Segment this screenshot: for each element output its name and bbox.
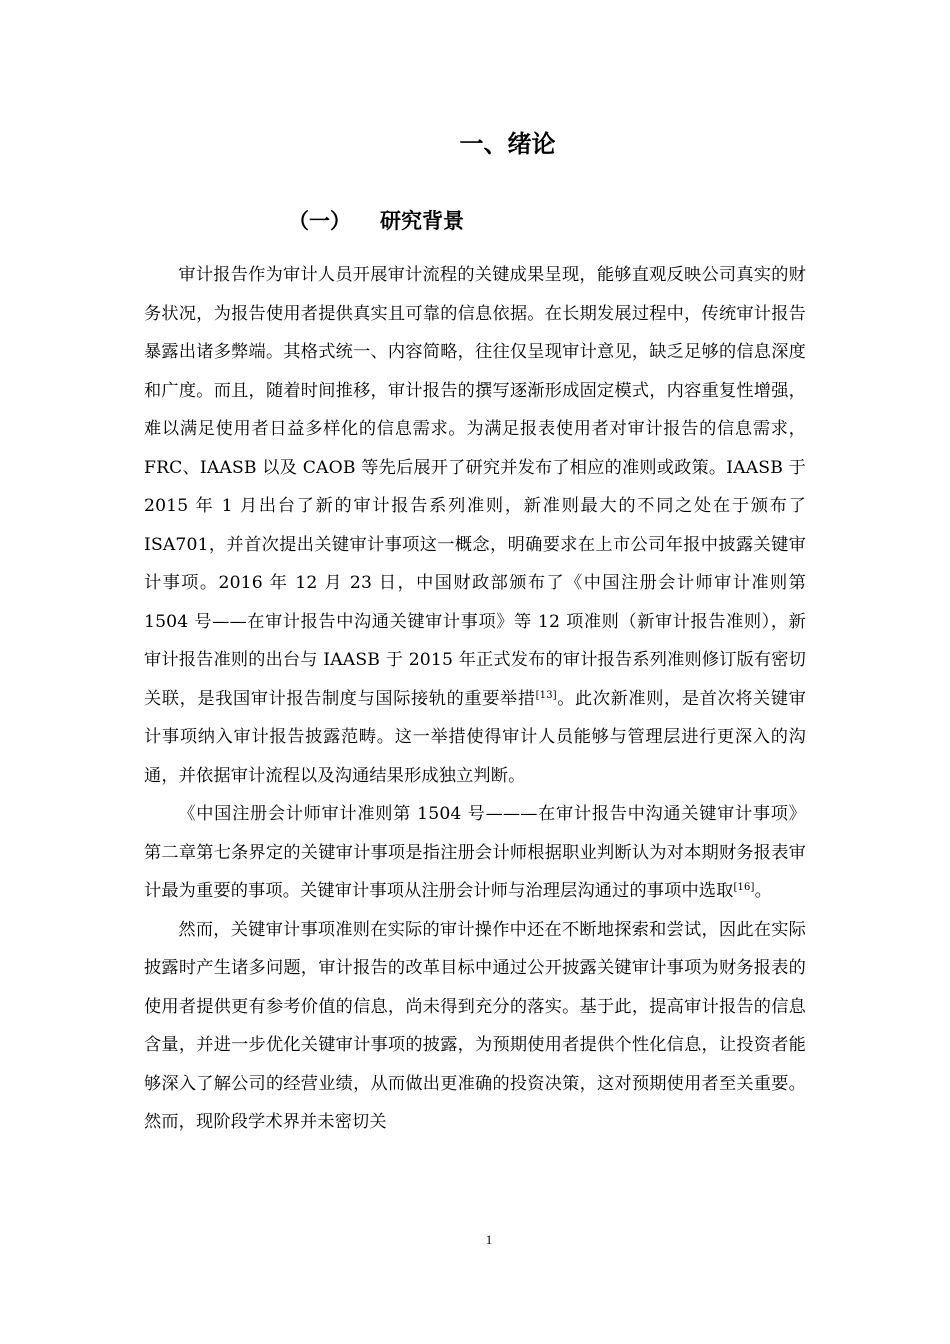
paragraph-text-continued: 。此次新准则，是首次将关键审计事项纳入审计报告披露范畴。这一举措使得审计人员能够与管理层进行更深入的沟通，并依据审计流程以及沟通结果形成独立判断。 [144,688,806,786]
paragraph [144,911,806,1142]
body-text [144,256,806,1142]
paragraph-text-continued: 。 [754,881,772,901]
paragraph-text: 然而，关键审计事项准则在实际的审计操作中还在不断地探索和尝试，因此在实际披露时产生诸多问题，审计报告的改革目标中通过公开披露关键审计事项为财务报表的使用者提供更有参考价值的信息，尚未得到充分的落实。基于此，提高审计报告的信息含量，并进一步优化关键审计事项的披露，为预期使用者提供个性化信息，让投资者能够深入了解公司的经营业绩，从而做出更准确的投资决策，这对预期使用者至关重要。然而，现阶段学术界并未密切关 [144,919,806,1132]
chapter-title: 一、绪论 [459,130,556,158]
section-title: 研究背景 [380,209,464,233]
paragraph-text: 审计报告作为审计人员开展审计流程的关键成果呈现，能够直观反映公司真实的财务状况，为报告使用者提供真实且可靠的信息依据。在长期发展过程中，传统审计报告暴露出诸多弊端。其格式统一、内容简略，往往仅呈现审计意见，缺乏足够的信息深度和广度。而且，随着时间推移，审计报告的撰写逐渐形成固定模式，内容重复性增强，难以满足使用者日益多样化的信息需求。为满足报表使用者对审计报告的信息需求，FRC、IAASB 以及 CAOB 等先后展开了研究并发布了相应的准则或政策。IAASB 于 2015 年 1 月出台了新的审计报告系列准则，新准则最大的不同之处在于颁布了 ISA701，并首次提出关键审计事项这一概念，明确要求在上市公司年报中披露关键审计事项。2016 年 12 月 23 日，中国财政部颁布了《中国注册会计师审计准则第 1504 号——在审计报告中沟通关键审计事项》等 12 项准则（新审计报告准则），新审计报告准则的出台与 IAASB 于 2015 年正式发布的审计报告系列准则修订版有密切关联，是我国审计报告制度与国际接轨的重要举措 [144,265,806,709]
paragraph [144,256,806,795]
section-heading [288,205,464,237]
citation-ref: [16] [733,882,755,893]
page-number: 1 [485,1232,493,1247]
paragraph-text: 《中国注册会计师审计准则第 1504 号———在审计报告中沟通关键审计事项》第二章第七条界定的关键审计事项是指注册会计师根据职业判断认为对本期财务报表审计最为重要的事项。关键审计事项从注册会计师与治理层沟通过的事项中选取 [144,804,806,901]
paragraph [144,795,806,911]
citation-ref: [13] [535,689,557,701]
section-number: （一） [288,209,351,233]
